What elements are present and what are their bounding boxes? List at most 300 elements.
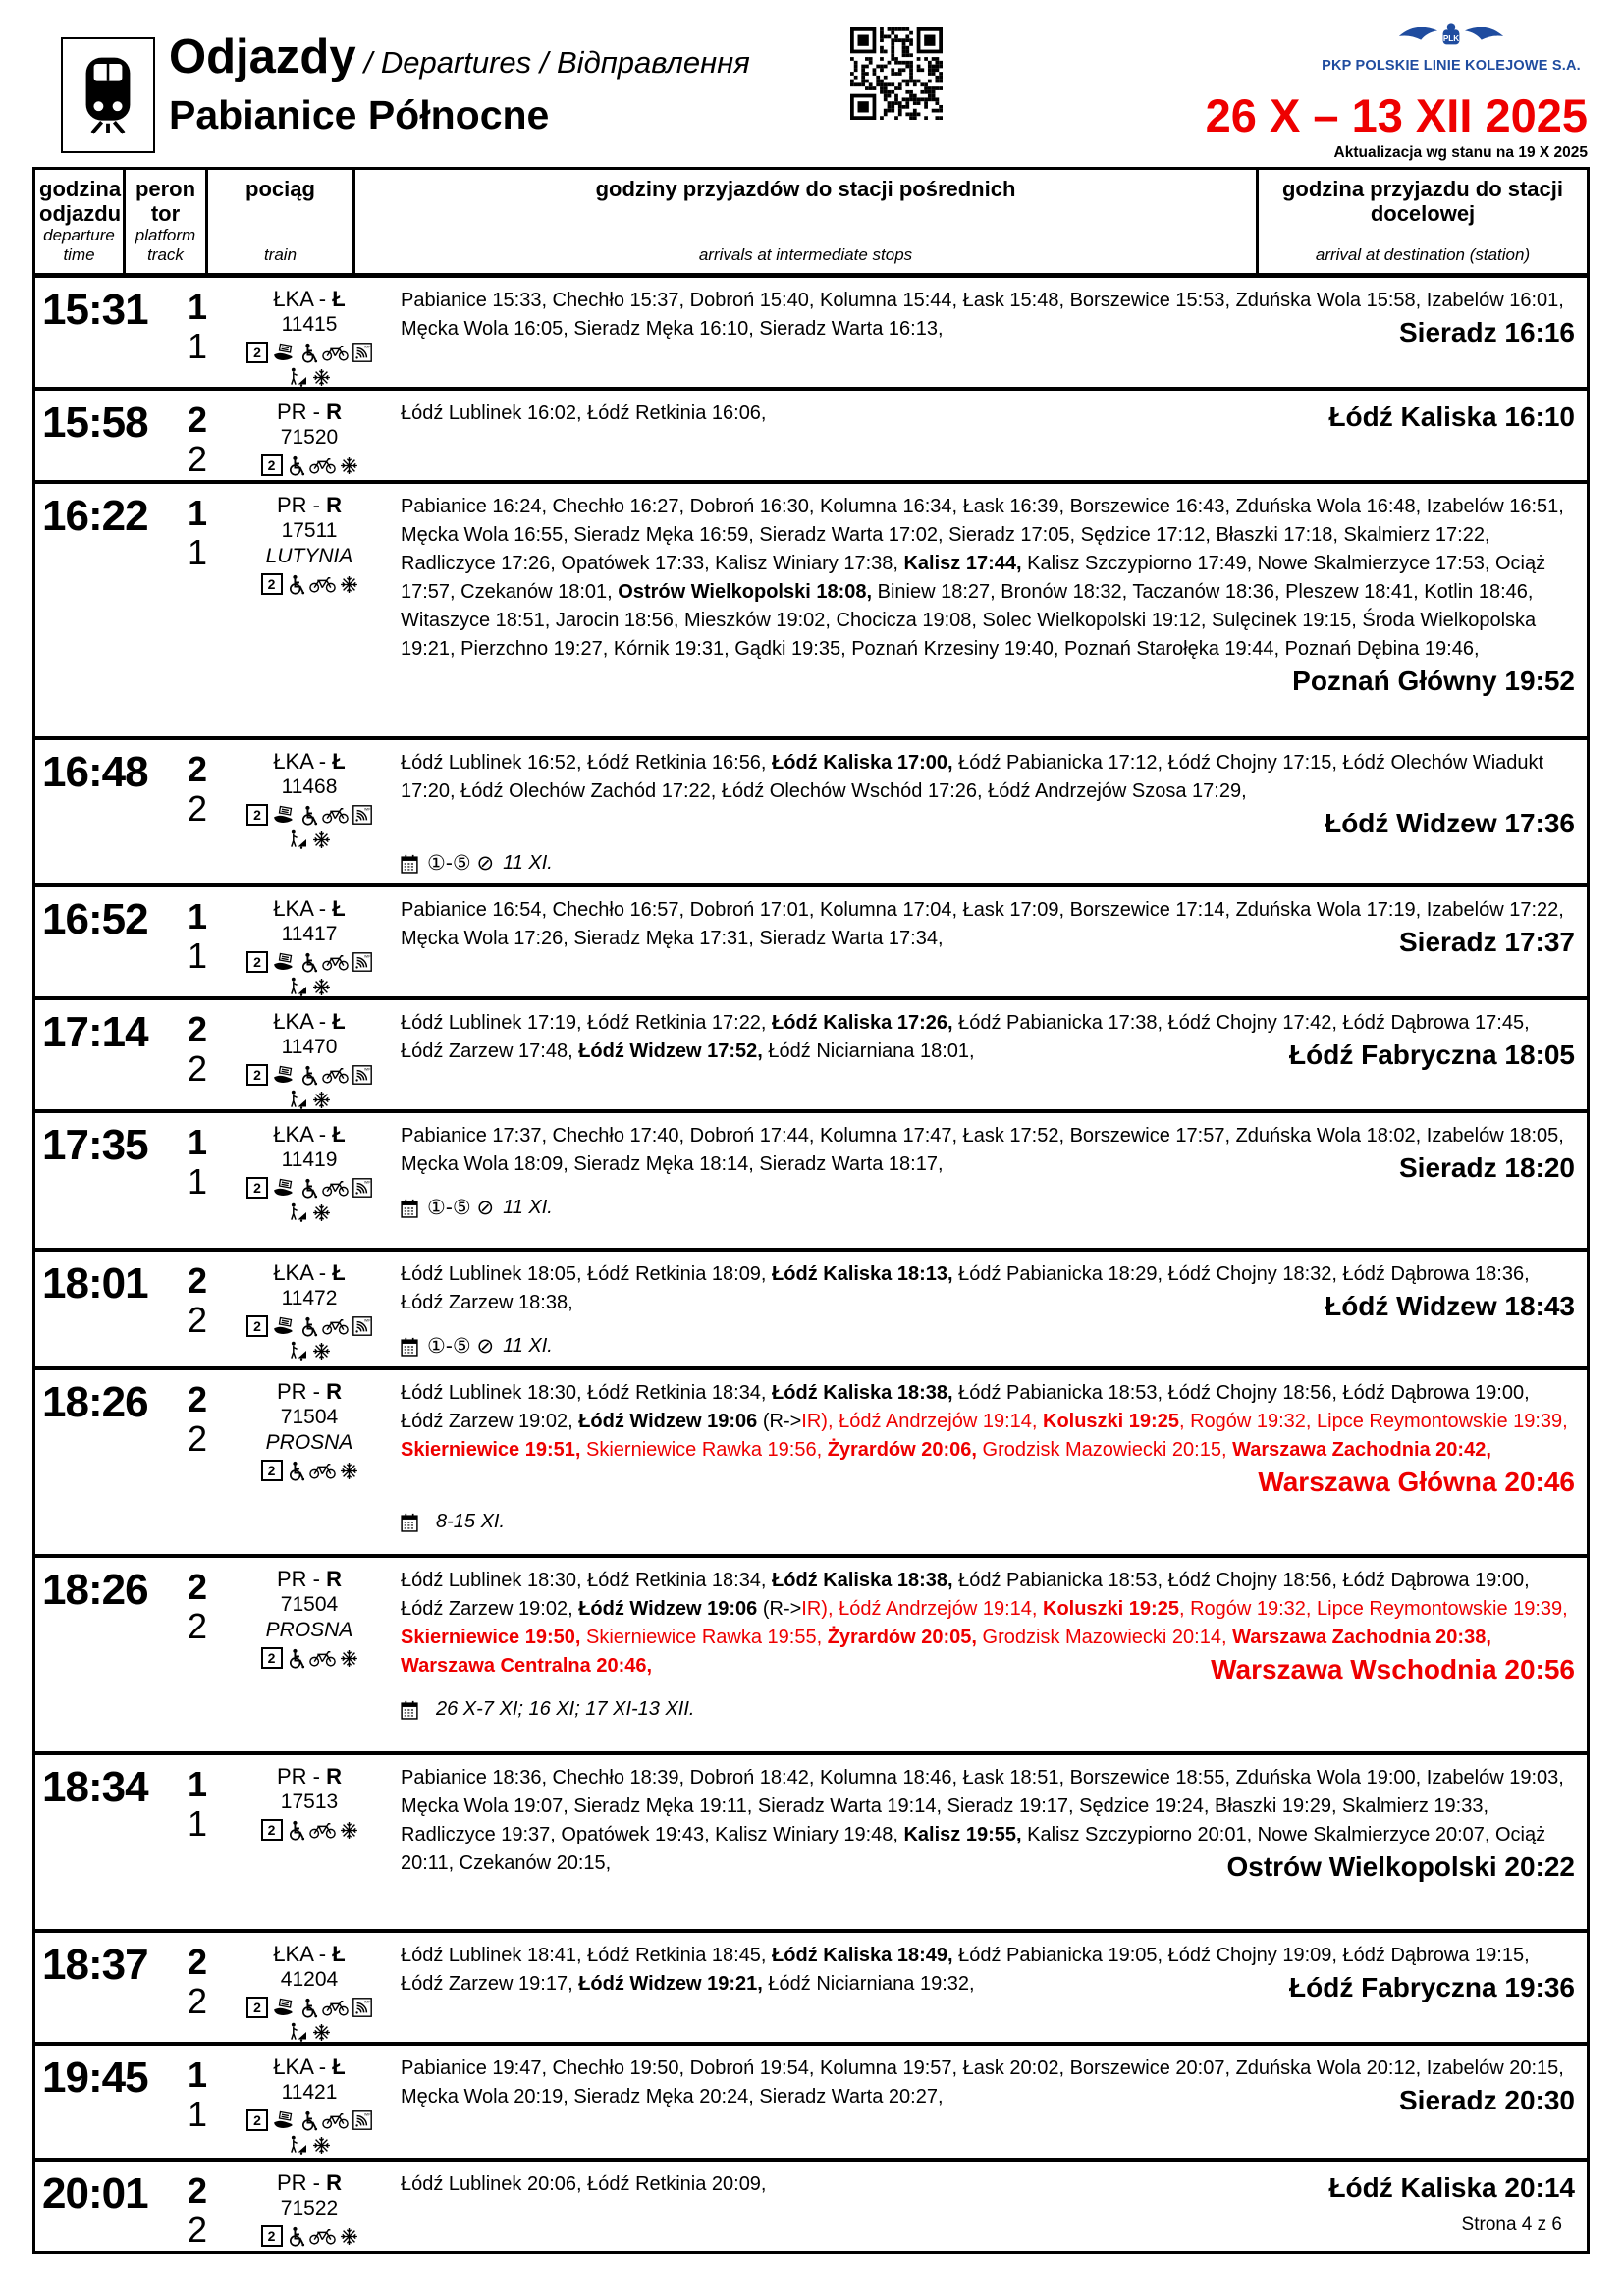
boarding-assistance-icon (289, 1202, 308, 1222)
track-number: 1 (187, 1803, 208, 1843)
wheelchair-access-icon (287, 1461, 305, 1481)
onboard-ticket-sales-icon (272, 1178, 296, 1198)
carrier-name: PR - (276, 400, 327, 424)
departure-time: 17:14 (42, 1008, 148, 1056)
stop-segment: Łódź Pabianicka 17:12, Łódź Chojny 17:15, Łódź Olechów Wiadukt 17:20, Łódź Olechów Zachód 17:22, Łódź Olechów Wschód 17:26, Łódź Andrzejów Szosa 17:29, (401, 752, 1544, 802)
wheelchair-access-icon (287, 2226, 305, 2247)
route-cell (389, 1252, 1587, 1366)
boarding-assistance-icon (289, 829, 308, 849)
col-platform-track (126, 170, 208, 273)
platform-track (165, 2162, 230, 2251)
train-carrier (230, 1260, 389, 1286)
bicycle-icon (309, 1649, 336, 1667)
stop-segment: Skierniewice 19:51, (401, 1439, 581, 1461)
bicycle-icon (322, 806, 349, 824)
train-carrier (230, 1764, 389, 1789)
stop-segment: Grodzisk Mazowiecki 20:14, (976, 1627, 1233, 1648)
intermediate-stops (401, 2173, 767, 2195)
departure-time: 20:01 (42, 2169, 148, 2217)
stop-segment: Żyrardów 20:06, (827, 1439, 977, 1461)
route-cell (389, 1113, 1587, 1248)
stop-segment: (R-> (757, 1411, 802, 1432)
onboard-ticket-sales-icon (272, 1998, 296, 2017)
departure-row (35, 1252, 1587, 1370)
svg-text:WiFi: WiFi (364, 1067, 372, 1072)
svg-text:WiFi: WiFi (364, 1318, 372, 1323)
track-number: 1 (187, 2094, 208, 2134)
air-conditioning-icon (312, 830, 331, 849)
carrier-name: PR - (276, 1379, 327, 1404)
intermediate-stops (401, 1382, 1568, 1461)
air-conditioning-icon (340, 1821, 358, 1840)
wifi-icon (352, 343, 372, 362)
train-number: 17513 (280, 1790, 339, 1813)
wheelchair-access-icon (299, 1316, 318, 1337)
class-2-icon: 2 (246, 2109, 268, 2131)
carrier-name: ŁKA - (273, 749, 333, 774)
air-conditioning-icon (312, 2023, 331, 2042)
train-info (230, 1370, 389, 1554)
train-info (230, 1000, 389, 1109)
col-label-pl: godzina odjazdu (39, 177, 122, 226)
onboard-ticket-sales-icon (272, 952, 296, 972)
track-number: 2 (187, 2210, 208, 2250)
page-number: Strona 4 z 6 (1461, 2215, 1562, 2235)
platform-track (165, 1113, 230, 1248)
stop-segment: Łódź Lublinek 18:30, Łódź Retkinia 18:34, (401, 1382, 773, 1404)
track-number: 2 (187, 1606, 208, 1646)
boarding-assistance-icon (289, 2135, 308, 2155)
air-conditioning-icon (340, 575, 358, 594)
service-note (401, 1500, 1575, 1536)
departure-time: 18:26 (42, 1566, 148, 1614)
track-number: 1 (187, 935, 208, 976)
destination: Łódź Fabryczna 18:05 (1289, 1040, 1575, 1070)
wheelchair-access-icon (287, 455, 305, 476)
train-carrier (230, 2170, 389, 2196)
stop-segment: Grodzisk Mazowiecki 20:15, (976, 1439, 1233, 1461)
wifi-icon (352, 1998, 372, 2017)
train-carrier (230, 896, 389, 922)
update-note: Aktualizacja wg stanu na 19 X 2025 (1333, 144, 1588, 161)
boarding-assistance-icon (289, 1341, 308, 1361)
track-number: 1 (187, 1161, 208, 1201)
train-carrier (230, 287, 389, 312)
service-note (401, 1324, 1575, 1361)
stop-segment: IR), Łódź Andrzejów 19:14, (801, 1598, 1043, 1620)
bicycle-icon (309, 2227, 336, 2245)
onboard-ticket-sales-icon (272, 1316, 296, 1336)
facility-icons (230, 1177, 389, 1222)
train-info (230, 484, 389, 736)
departure-time: 18:37 (42, 1941, 148, 1989)
train-carrier (230, 1379, 389, 1405)
train-number: 11468 (281, 775, 338, 798)
bicycle-icon (322, 953, 349, 971)
class-2-icon: 2 (261, 1460, 283, 1481)
route-cell (389, 1755, 1587, 1929)
departure-row (35, 740, 1587, 887)
stop-segment: Skierniewice 19:50, (401, 1627, 581, 1648)
air-conditioning-icon (312, 1091, 331, 1109)
departure-row (35, 1113, 1587, 1252)
train-info (230, 740, 389, 883)
col-label-en: departure time (43, 226, 115, 264)
col-train (208, 170, 355, 273)
train-info (230, 1252, 389, 1366)
stop-segment: Żyrardów 20:05, (827, 1627, 977, 1648)
destination: Warszawa Główna 20:46 (1258, 1467, 1575, 1497)
col-label-pl: peron tor (135, 177, 196, 226)
route-cell (389, 2162, 1587, 2251)
facility-icon-row (230, 367, 389, 387)
destination: Poznań Główny 19:52 (1292, 666, 1575, 696)
air-conditioning-icon (312, 2136, 331, 2155)
stop-segment: Pabianice 16:54, Chechło 16:57, Dobroń 17:01, Kolumna 17:04, Łask 17:09, Borszewice 17:14, Zduńska Wola 17:19, Izabelów 17:22, Męcka Wola 17:26, Sieradz Męka 17:31, Sieradz Warta 17:34, (401, 899, 1564, 949)
carrier-name: ŁKA - (273, 1260, 333, 1285)
train-carrier (230, 400, 389, 425)
boarding-assistance-icon (289, 2022, 308, 2042)
wheelchair-access-icon (299, 952, 318, 973)
facility-icons (230, 1647, 389, 1669)
platform-number: 1 (187, 1764, 208, 1804)
facility-icons (230, 2225, 389, 2247)
train-logo (61, 37, 155, 153)
departure-row (35, 278, 1587, 391)
col-label-pl: pociąg (245, 177, 315, 201)
train-info (230, 2162, 389, 2251)
operator-name: PKP POLSKIE LINIE KOLEJOWE S.A. (1322, 58, 1581, 74)
carrier-name: PR - (276, 1567, 327, 1591)
carrier-name: PR - (276, 493, 327, 517)
service-note (401, 1687, 1575, 1724)
stop-segment: Łódź Kaliska 18:49, (772, 1945, 953, 1966)
stop-segment: Pabianice 16:24, Chechło 16:27, Dobroń 16:30, Kolumna 16:34, Łask 16:39, Borszewice 16:43, Zduńska Wola 16:48, Izabelów 16:51, Męcka Wola 16:55, Sieradz Męka 16:59, Sieradz Warta 17:02, Sieradz 17:05, Sędzice 17:12, Błaszki 17:18, Skalmierz 17:22, Radliczyce 17:26, Opatówek 17:33, Kalisz Winiary 17:38, (401, 496, 1564, 574)
train-number: 11472 (281, 1287, 338, 1309)
bicycle-icon (309, 1462, 336, 1479)
stop-segment: Kalisz 17:44, (903, 553, 1022, 574)
wifi-icon (352, 2110, 372, 2130)
destination: Łódź Widzew 17:36 (1325, 808, 1575, 838)
destination: Sieradz 17:37 (1399, 927, 1575, 957)
train-info (230, 1933, 389, 2042)
bicycle-icon (309, 575, 336, 593)
carrier-class: Ł (332, 2055, 346, 2079)
facility-icons (230, 1819, 389, 1841)
stop-segment: Koluszki 19:25 (1043, 1411, 1179, 1432)
departure-row (35, 1755, 1587, 1933)
calendar-icon (401, 1513, 418, 1532)
svg-text:PLK: PLK (1442, 34, 1460, 44)
bicycle-icon (322, 1066, 349, 1084)
svg-text:WiFi: WiFi (364, 807, 372, 812)
carrier-class: Ł (332, 1260, 346, 1285)
class-2-icon: 2 (261, 573, 283, 595)
air-conditioning-icon (340, 1462, 358, 1480)
onboard-ticket-sales-icon (272, 1065, 296, 1085)
stop-segment: , Rogów 19:32, Lipce Reymontowskie 19:39, (1178, 1598, 1568, 1620)
stop-segment: Łódź Widzew 17:52, (578, 1041, 763, 1062)
header-titles (169, 29, 750, 138)
class-2-icon: 2 (261, 1819, 283, 1841)
route-cell (389, 391, 1587, 480)
carrier-class: Ł (332, 1942, 346, 1966)
facility-icon-row (230, 951, 389, 973)
departure-row (35, 1370, 1587, 1558)
stop-segment: Łódź Lublinek 16:02, Łódź Retkinia 16:06, (401, 402, 767, 424)
platform-track (165, 391, 230, 480)
svg-text:WiFi: WiFi (364, 2112, 372, 2117)
wifi-icon (352, 805, 372, 825)
facility-icon-row (230, 1819, 389, 1841)
platform-track (165, 1370, 230, 1554)
departure-time: 16:48 (42, 748, 148, 796)
train-number: 41204 (280, 1968, 339, 1991)
facility-icon-row (230, 1315, 389, 1337)
platform-number: 2 (187, 749, 208, 789)
calendar-icon (401, 1337, 418, 1357)
carrier-class: R (326, 1764, 342, 1789)
train-number: 11470 (281, 1036, 338, 1058)
platform-number: 1 (187, 493, 208, 533)
facility-icon-row (230, 454, 389, 476)
track-number: 2 (187, 1048, 208, 1089)
calendar-icon (401, 1700, 418, 1720)
carrier-class: R (326, 2170, 342, 2195)
note-dates: 11 XI. (503, 852, 553, 874)
departure-time: 18:26 (42, 1378, 148, 1426)
wheelchair-access-icon (287, 574, 305, 595)
carrier-name: ŁKA - (273, 1942, 333, 1966)
stop-segment: Łódź Niciarniana 19:32, (762, 1973, 975, 1995)
facility-icon-row (230, 573, 389, 595)
platform-number: 2 (187, 1379, 208, 1419)
air-conditioning-icon (340, 2227, 358, 2246)
wheelchair-access-icon (299, 343, 318, 363)
facility-icon-row (230, 1090, 389, 1109)
air-conditioning-icon (312, 1203, 331, 1222)
col-label-pl: godzina przyjazdu do stacji docelowej (1281, 177, 1564, 226)
col-label-en: train (263, 245, 298, 264)
stop-segment: Łódź Lublinek 18:41, Łódź Retkinia 18:45, (401, 1945, 773, 1966)
intermediate-stops (401, 402, 767, 424)
track-number: 2 (187, 1418, 208, 1459)
platform-number: 2 (187, 1009, 208, 1049)
wheelchair-access-icon (299, 1998, 318, 2018)
note-dates: 11 XI. (503, 1335, 553, 1357)
platform-number: 2 (187, 1567, 208, 1607)
train-carrier (230, 1009, 389, 1035)
departure-time: 16:52 (42, 895, 148, 943)
page-title: Odjazdy (169, 30, 356, 83)
stop-segment: Łódź Niciarniana 18:01, (762, 1041, 975, 1062)
facility-icon-row (230, 1341, 389, 1361)
departure-row (35, 2162, 1587, 2251)
carrier-class: Ł (332, 749, 346, 774)
stop-segment: Kalisz 19:55, (903, 1824, 1022, 1845)
intermediate-stops (401, 752, 1543, 802)
facility-icon-row (230, 342, 389, 363)
train-carrier (230, 1567, 389, 1592)
departure-row (35, 1000, 1587, 1113)
wheelchair-access-icon (287, 1648, 305, 1669)
train-info (230, 391, 389, 480)
wifi-icon (352, 1316, 372, 1336)
destination: Łódź Fabryczna 19:36 (1289, 1972, 1575, 2002)
stop-segment: Biniew 18:27, Bronów 18:32, Taczanów 18:36, Pleszew 18:41, Kotlin 18:46, Witaszyce 18:51, Jarocin 18:56, Mieszków 19:02, Chocicza 19:08, Solec Wielkopolski 19:12, Sulęcinek 19:15, Środa Wielkopolska 19:21, Pierzchno 19:27, Kórnik 19:31, Gądki 19:35, Poznań Krzesiny 19:40, Poznań Starołęka 19:44, Poznań Dębina 19:46, (401, 581, 1537, 660)
col-label-pl: godziny przyjazdów do stacji pośrednich (595, 177, 1016, 201)
wheelchair-access-icon (299, 805, 318, 826)
facility-icon-row (230, 2225, 389, 2247)
stop-segment: Łódź Pabianicka 17:38, Łódź Chojny 17:42, Łódź Dąbrowa 17:45, Łódź Zarzew 17:48, (401, 1012, 1530, 1062)
col-label-en: arrival at destination (station) (1315, 245, 1531, 264)
train-number: 11419 (281, 1148, 338, 1171)
facility-icon-row (230, 2135, 389, 2155)
stop-segment: Łódź Widzew 19:06 (578, 1411, 758, 1432)
class-2-icon: 2 (261, 454, 283, 476)
wifi-icon (352, 952, 372, 972)
note-days: ①-⑤ ⊘ (427, 1335, 495, 1358)
facility-icon-row (230, 829, 389, 849)
stop-segment: IR), Łódź Andrzejów 19:14, (801, 1411, 1043, 1432)
wifi-icon (352, 1065, 372, 1085)
train-carrier (230, 749, 389, 774)
stop-segment: Łódź Pabianicka 18:53, Łódź Chojny 18:56, Łódź Dąbrowa 19:00, Łódź Zarzew 19:02, (401, 1382, 1530, 1432)
service-note (401, 1186, 1575, 1222)
carrier-name: ŁKA - (273, 1122, 333, 1147)
carrier-class: Ł (332, 287, 346, 311)
train-info (230, 1558, 389, 1751)
carrier-name: PR - (276, 2170, 327, 2195)
train-info (230, 887, 389, 996)
route-cell (389, 278, 1587, 387)
carrier-class: Ł (332, 1122, 346, 1147)
platform-number: 1 (187, 896, 208, 936)
air-conditioning-icon (340, 456, 358, 475)
stop-segment: Łódź Kaliska 17:00, (772, 752, 953, 774)
train-number: 71522 (280, 2197, 339, 2219)
carrier-class: Ł (332, 896, 346, 921)
track-number: 2 (187, 439, 208, 479)
stop-segment: Łódź Lublinek 18:05, Łódź Retkinia 18:09, (401, 1263, 773, 1285)
carrier-name: ŁKA - (273, 1009, 333, 1034)
facility-icon-row (230, 1202, 389, 1222)
train-carrier (230, 2055, 389, 2080)
departure-time: 18:34 (42, 1763, 148, 1811)
bicycle-icon (322, 1317, 349, 1335)
platform-track (165, 1000, 230, 1109)
platform-number: 2 (187, 1260, 208, 1301)
air-conditioning-icon (340, 1649, 358, 1668)
facility-icons (230, 342, 389, 387)
train-info (230, 278, 389, 387)
train-number: 71520 (280, 426, 339, 449)
facility-icons (230, 1315, 389, 1361)
platform-track (165, 887, 230, 996)
train-number: 71504 (280, 1593, 339, 1616)
platform-track (165, 1558, 230, 1751)
facility-icons (230, 1460, 389, 1481)
departure-time: 16:22 (42, 492, 148, 540)
train-carrier (230, 493, 389, 518)
stop-segment: Łódź Lublinek 20:06, Łódź Retkinia 20:09, (401, 2173, 767, 2195)
train-number: 11417 (281, 923, 338, 945)
svg-text:WiFi: WiFi (364, 2000, 372, 2004)
track-number: 1 (187, 326, 208, 366)
train-carrier (230, 1942, 389, 1967)
track-number: 2 (187, 1300, 208, 1340)
facility-icons (230, 454, 389, 476)
carrier-class: R (326, 493, 342, 517)
rows (35, 278, 1587, 2251)
carrier-name: ŁKA - (273, 287, 333, 311)
facility-icon-row (230, 977, 389, 996)
qr-code-icon (850, 27, 943, 120)
facility-icons (230, 2109, 389, 2155)
destination: Sieradz 18:20 (1399, 1152, 1575, 1183)
track-number: 2 (187, 1981, 208, 2021)
page-title-line (169, 29, 750, 84)
train-name: PROSNA (265, 1619, 353, 1641)
col-destination (1259, 170, 1587, 273)
facility-icons (230, 1997, 389, 2042)
train-name: LUTYNIA (265, 545, 353, 567)
facility-icons (230, 951, 389, 996)
facility-icons (230, 804, 389, 849)
destination: Łódź Kaliska 16:10 (1328, 401, 1575, 432)
wheelchair-access-icon (299, 2110, 318, 2131)
facility-icon-row (230, 1460, 389, 1481)
departure-time: 15:58 (42, 399, 148, 447)
class-2-icon: 2 (246, 804, 268, 826)
carrier-class: R (326, 400, 342, 424)
departure-time: 15:31 (42, 286, 148, 334)
train-icon (77, 53, 139, 137)
note-days: ①-⑤ ⊘ (427, 1197, 495, 1219)
facility-icons (230, 1064, 389, 1109)
calendar-icon (401, 854, 418, 874)
facility-icon-row (230, 1064, 389, 1086)
class-2-icon: 2 (246, 342, 268, 363)
platform-track (165, 1755, 230, 1929)
col-label-en: arrivals at intermediate stops (698, 245, 913, 264)
departures-table (32, 167, 1590, 2254)
stop-segment: Ostrów Wielkopolski 18:08, (618, 581, 873, 603)
track-number: 2 (187, 788, 208, 828)
svg-text:WiFi: WiFi (364, 1180, 372, 1185)
platform-track (165, 1933, 230, 2042)
stop-segment: Łódź Widzew 19:06 (578, 1598, 758, 1620)
facility-icon-row (230, 2109, 389, 2131)
stop-segment: (R-> (757, 1598, 802, 1620)
class-2-icon: 2 (246, 1997, 268, 2018)
facility-icon-row (230, 1647, 389, 1669)
stop-segment: Skierniewice Rawka 19:55, (580, 1627, 828, 1648)
route-cell (389, 1370, 1587, 1554)
platform-track (165, 2046, 230, 2158)
col-intermediate-stops (355, 170, 1259, 273)
route-cell (389, 740, 1587, 883)
departure-row (35, 391, 1587, 484)
stop-segment: Łódź Kaliska 18:38, (772, 1382, 953, 1404)
route-cell (389, 2046, 1587, 2158)
station-name: Pabianice Północne (169, 92, 550, 137)
train-number: 11415 (281, 313, 338, 336)
track-number: 1 (187, 532, 208, 572)
facility-icon-row (230, 804, 389, 826)
bicycle-icon (322, 2111, 349, 2129)
route-cell (389, 1000, 1587, 1109)
